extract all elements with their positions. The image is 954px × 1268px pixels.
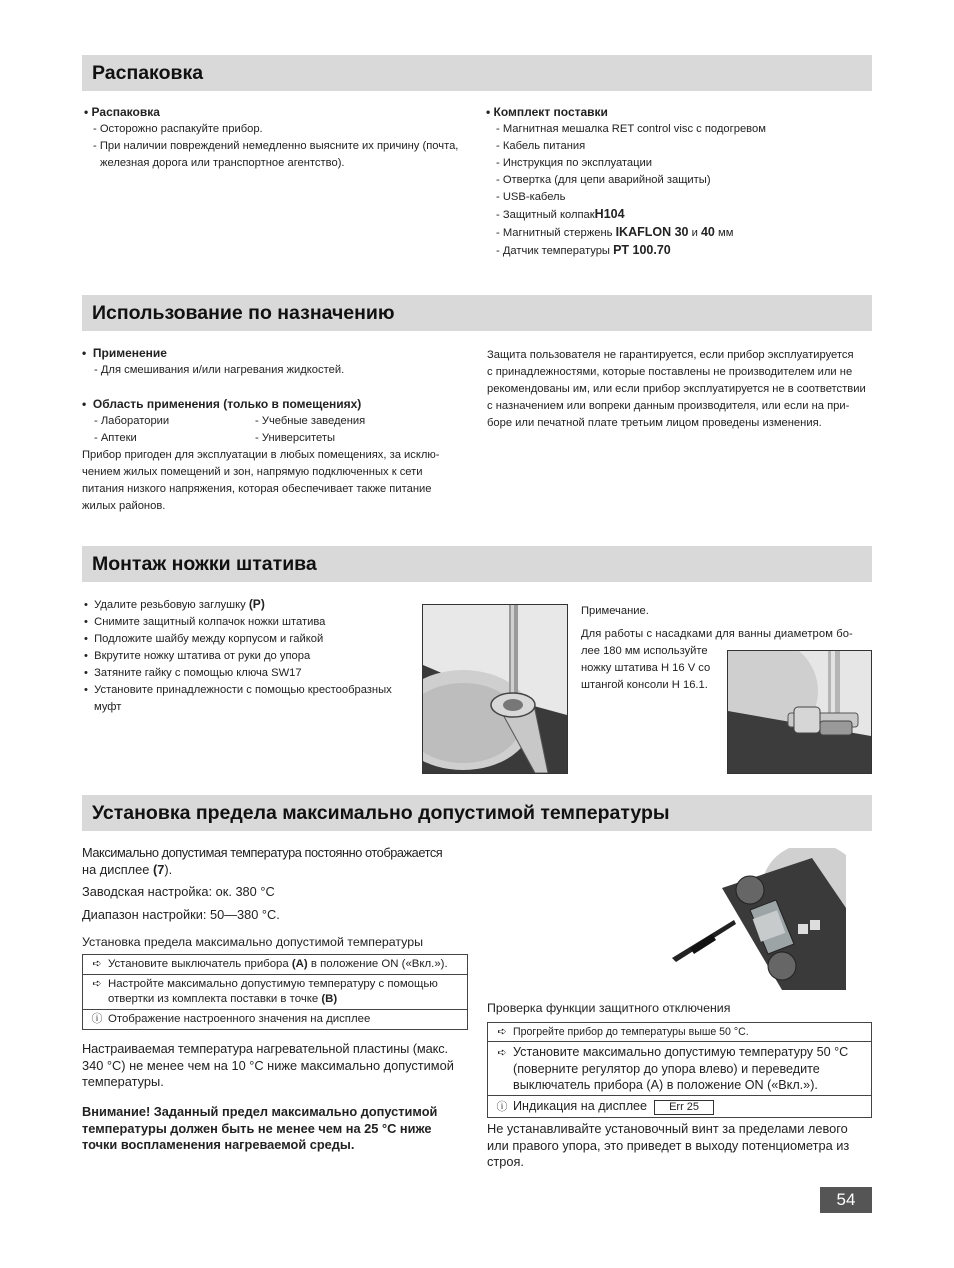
list-item: - Магнитный стержень IKAFLON 30 и 40 мм xyxy=(496,225,734,239)
setting-range: Диапазон настройки: 50—380 °С. xyxy=(82,906,280,922)
temp-paragraph-3: Не устанавливайте установочный винт за пределами левого или правого упора, это приведет в выходу потенциометра из строя. xyxy=(487,1121,850,1169)
section-bar-temp-limit xyxy=(82,795,872,831)
list-title: • Комплект поставки xyxy=(486,105,608,119)
stand-note-line: Для работы с насадками для ванны диаметром бо- xyxy=(581,628,853,640)
stand-note-title: Примечание. xyxy=(581,605,649,617)
list-item: - Кабель питания xyxy=(496,140,586,152)
factory-setting: Заводская настройка: ок. 380 °С xyxy=(82,884,275,899)
list-item: - Университеты xyxy=(255,432,335,444)
unpacking-right xyxy=(486,104,766,260)
list-item: - Магнитная мешалка RET control visc с подогревом xyxy=(496,123,766,135)
list-item: - Учебные заведения xyxy=(255,415,366,427)
display-screwdriver-photo xyxy=(672,848,846,990)
arrow-right-icon: ➪ xyxy=(497,1047,507,1059)
warning-text: Внимание! Заданный предел максимально допустимой температуры должен быть не менее чем на 25 °С ниже точки воспламенения нагреваемой среды. xyxy=(82,1104,438,1152)
list-item: - Лаборатории xyxy=(94,415,170,427)
section-title: Установка предела максимально допустимой температуры xyxy=(92,802,670,824)
stand-steps xyxy=(84,596,392,716)
table-row: ⓘ Индикация на дисплее Err 25 xyxy=(488,1096,872,1118)
table-row: ➪ Установите максимально допустимую температуру 50 °С (поверните регулятор до упора влево) и переведите выключатель прибора (А) в положение ON («Вкл.»). xyxy=(488,1042,872,1096)
instruction-box-2 xyxy=(487,1022,872,1118)
table-row: ➪ Настройте максимально допустимую температуру с помощью отвертки из комплекта поставки в точке (B) xyxy=(83,975,468,1010)
wrench-stand-photo xyxy=(422,604,568,774)
list-item: • Затяните гайку с помощью ключа SW17 xyxy=(84,667,302,679)
section-title: Монтаж ножки штатива xyxy=(92,553,317,575)
stand-bolt-photo xyxy=(727,650,872,774)
temp-paragraph-2: Настраиваемая температура нагревательной пластины (макс. 340 °С) не менее чем на 10 °С ниже максимально допустимой температуры. xyxy=(82,1041,454,1089)
table-row: ➪ Прогрейте прибор до температуры выше 50 °С. xyxy=(488,1023,872,1042)
section-title: Использование по назначению xyxy=(92,302,395,324)
info-icon: ⓘ xyxy=(496,1101,508,1113)
arrow-right-icon: ➪ xyxy=(92,958,102,970)
list-item: • Снимите защитный колпачок ножки штатива xyxy=(84,616,326,628)
list-item: муфт xyxy=(94,701,122,713)
section-bar-unpacking xyxy=(82,55,872,91)
table-row: ➪ Установите выключатель прибора (A) в положение ON («Вкл.»). xyxy=(83,955,468,975)
arrow-right-icon: ➪ xyxy=(497,1026,507,1038)
list-item: - Защитный колпакH104 xyxy=(496,207,625,221)
temp-intro: Максимально допустимая температура постоянно отображается на дисплее (7). Заводская настройка: ок. 380 °С Диапазон настройки: 50—380 °С. xyxy=(82,845,477,923)
info-icon: ⓘ xyxy=(91,1013,103,1025)
list-item: - При наличии повреждений немедленно выясните их причину (почта, xyxy=(93,140,459,152)
box2-title: Проверка функции защитного отключения xyxy=(487,1001,731,1015)
stand-note-text: лее 180 мм используйте ножку штатива H 16 V со штангой консоли H 16.1. xyxy=(581,645,711,691)
page-number: 54 xyxy=(820,1187,872,1213)
section-bar-stand-mount xyxy=(82,546,872,582)
list-item: • Удалите резьбовую заглушку (P) xyxy=(84,597,265,611)
list-item: железная дорога или транспортное агентство). xyxy=(100,157,345,169)
list-title: • Распаковка xyxy=(84,105,160,119)
section-bar-intended-use xyxy=(82,295,872,331)
list-item: • Вкрутите ножку штатива от руки до упора xyxy=(84,650,311,662)
error-code-display: Err 25 xyxy=(654,1100,714,1115)
list-item: - USB-кабель xyxy=(496,191,566,203)
list-item: - Для смешивания и/или нагревания жидкостей. xyxy=(94,364,345,376)
instruction-box-1 xyxy=(82,954,468,1030)
list-title: • Область применения (только в помещениях) xyxy=(82,397,362,411)
use-right-paragraph: Защита пользователя не гарантируется, если прибор эксплуатируется с принадлежностями, которые поставлены не производителем или не рекомендованы им, или если прибор эксплуатируется не в соответствии с назначением или вопреки данным производителя, или если на при- боре или печатной плате третьим лицом проведены изменения. xyxy=(487,349,866,429)
list-title: • Применение xyxy=(82,346,167,360)
unpacking-left xyxy=(84,104,458,172)
use-left xyxy=(82,345,462,515)
use-paragraph: Прибор пригоден для эксплуатации в любых помещениях, за исклю- чением жилых помещений и зон, напрямую подключенных к сети питания низкого напряжения, которая обеспечивает также питание жилых районов. xyxy=(82,449,440,512)
list-item: - Инструкция по эксплуатации xyxy=(496,157,653,169)
arrow-right-icon: ➪ xyxy=(92,978,102,990)
list-item: • Установите принадлежности с помощью крестообразных xyxy=(84,684,392,696)
list-item: • Подложите шайбу между корпусом и гайкой xyxy=(84,633,324,645)
section-title: Распаковка xyxy=(92,62,204,84)
list-item: - Аптеки xyxy=(94,432,137,444)
list-item: - Датчик температуры PT 100.70 xyxy=(496,243,671,257)
table-row: ⓘ Отображение настроенного значения на дисплее xyxy=(83,1010,468,1030)
list-item: - Осторожно распакуйте прибор. xyxy=(93,123,263,135)
list-item: - Отвертка (для цепи аварийной защиты) xyxy=(496,174,711,186)
box1-title: Установка предела максимально допустимой температуры xyxy=(82,935,424,949)
